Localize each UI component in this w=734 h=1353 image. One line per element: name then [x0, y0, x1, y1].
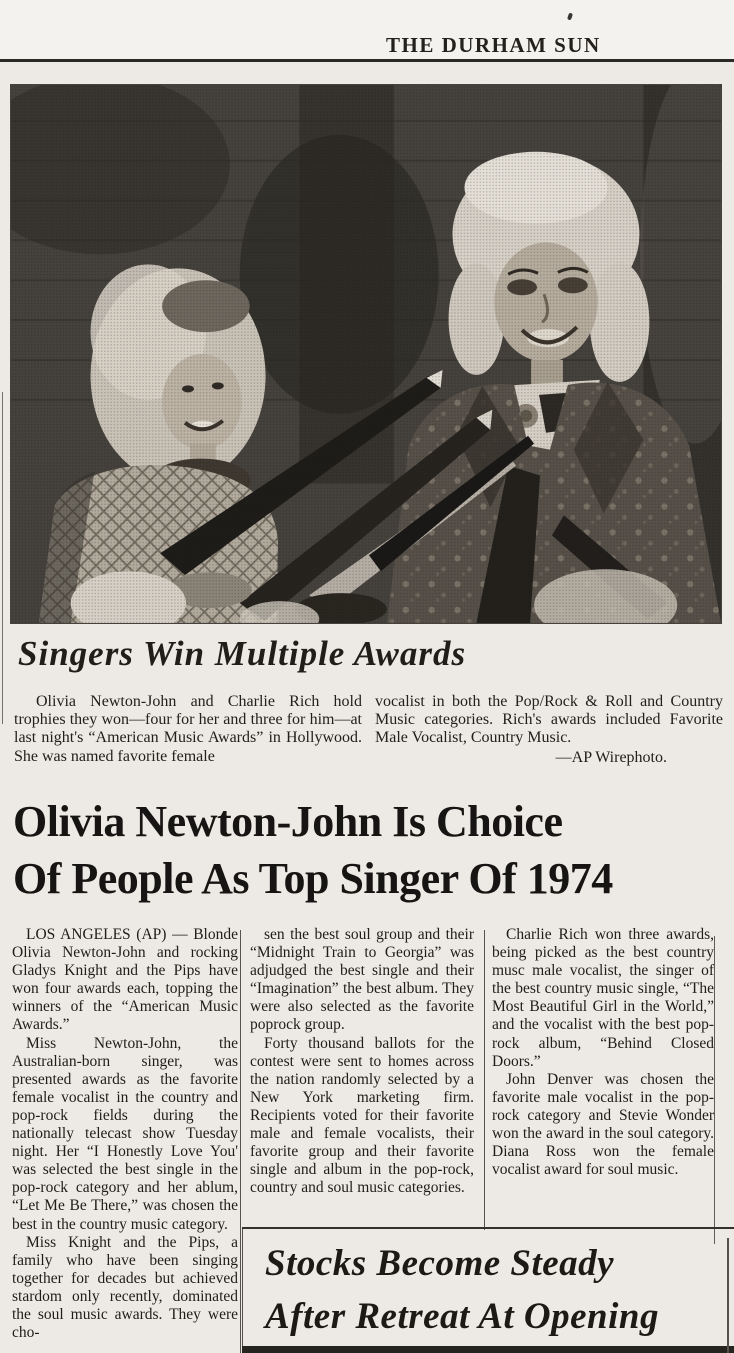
article-headline	[13, 793, 727, 907]
clipping-left-edge	[2, 392, 3, 724]
paragraph: Miss Newton-John, the Australian-born singer, was presented awards as the favorite female vocalist in the country and pop-rock fields during the nationally telecast show Tuesday night. Her “I Honestly Love You' was selected the best single in the pop-rock category and her ablum, “Let Me Be There,” was chosen the best in the country music category.	[12, 1034, 238, 1233]
stocks-headline-block	[242, 1229, 734, 1347]
news-photo	[10, 84, 722, 624]
article-headline-line2: Of People As Top Singer Of 1974	[13, 854, 613, 903]
caption-text-right: vocalist in both the Pop/Rock & Roll and Country Music categories. Rich's awards included Favorite Male Vocalist, Country Music.	[375, 693, 723, 747]
paragraph: Forty thousand ballots for the contest were sent to homes across the nation randomly selected by a New York marketing firm. Recipients voted for their favorite male and female vocalists, their favorite group and their favorite single and album in the pop-rock, country and soul music categories.	[250, 1034, 474, 1197]
caption-column-left	[14, 693, 362, 766]
article-headline-line1: Olivia Newton-John Is Choice	[13, 797, 563, 846]
column-divider-2	[484, 930, 485, 1230]
stocks-headline-line1: Stocks Become Steady	[265, 1243, 615, 1284]
right-column-rule	[714, 936, 715, 1244]
article-column-2	[250, 926, 474, 1197]
caption-text-left: Olivia Newton-John and Charlie Rich hold trophies they won—four for her and three for him—at last night's “American Music Awards” in Hollywood. She was named favorite female	[14, 693, 362, 765]
paragraph: Miss Knight and the Pips, a family who have been singing together for decades but achieved stardom only recently, dominated the soul music awards. They were cho-	[12, 1233, 238, 1342]
newspaper-masthead: THE DURHAM SUN	[386, 33, 601, 57]
paragraph: John Denver was chosen the favorite male vocalist in the pop-rock category and Stevie Wonder won the award in the soul category. Diana Ross won the female vocalist award for soul music.	[492, 1070, 714, 1179]
paragraph: sen the best soul group and their “Midnight Train to Georgia” was adjudged the best single and their “Imagination” the best album. They were also selected as the favorite poprock group.	[250, 926, 474, 1034]
stocks-headline-line2: After Retreat At Opening	[265, 1296, 659, 1337]
column-divider-1	[240, 930, 241, 1353]
article-column-3	[492, 926, 714, 1179]
masthead-rule	[0, 59, 734, 62]
clipping-right-edge	[727, 1238, 729, 1353]
paragraph: Charlie Rich won three awards, being picked as the best country musc male vocalist, the singer of the best country music single, “The Most Beautiful Girl in the World,” and the vocalist with the best pop-rock album, “Behind Closed Doors.”	[492, 926, 714, 1070]
news-photo-illustration	[11, 85, 721, 623]
paragraph: LOS ANGELES (AP) — Blonde Olivia Newton-John and rocking Gladys Knight and the Pips have won four awards each, topping the winners of the “American Music Awards.”	[12, 926, 238, 1034]
photo-headline: Singers Win Multiple Awards	[18, 634, 467, 673]
halftone-overlay	[11, 85, 721, 623]
caption-column-right	[375, 693, 723, 767]
clipping-bottom-edge	[242, 1346, 734, 1353]
page-top-margin	[0, 0, 734, 60]
article-column-1	[12, 926, 238, 1342]
photo-credit: —AP Wirephoto.	[555, 748, 667, 766]
